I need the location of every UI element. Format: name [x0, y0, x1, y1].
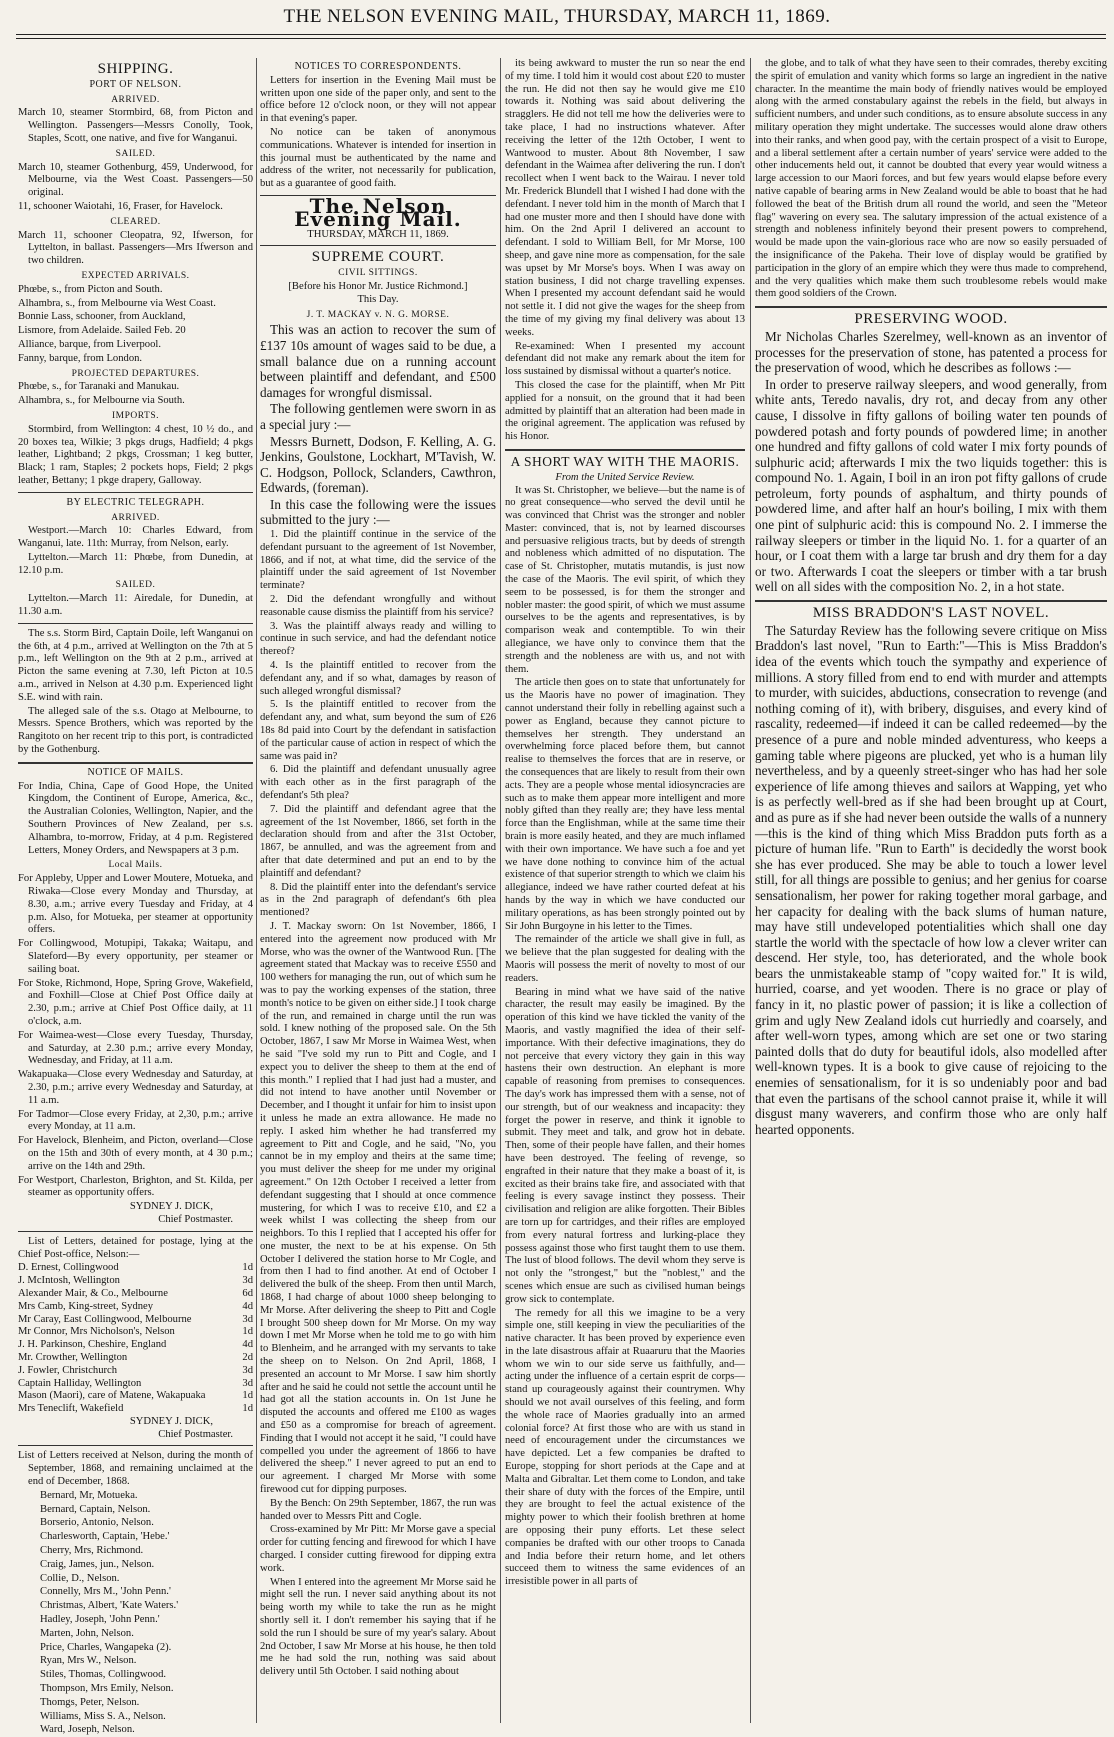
cleared-heading: CLEARED. [110, 216, 161, 227]
mails-heading: NOTICE OF MAILS. [87, 766, 184, 778]
letter-row [18, 1275, 253, 1288]
paragraph: Cross-examined by Mr Pitt: Mr Morse gave a special order for cutting fencing and firewood for which I have charged. I consider cutting firewood for dipping extra work. [260, 1524, 496, 1574]
divider [18, 1231, 253, 1232]
column-divider [750, 58, 751, 1723]
letter-addressee: Alexander Mair, & Co., Melbourne [18, 1287, 168, 1299]
paragraph: March 10, steamer Stormbird, 68, from Picton and Wellington. Passengers—Messrs Conolly, Took, Staples, Scott, one native, and five for Wanganui. [18, 107, 253, 144]
paragraph: Collie, D., Nelson. [40, 1572, 120, 1584]
paragraph: For Waimea-west—Close every Tuesday, Thursday, and Saturday, at 2.30 p.m.; arrive every Monday, Wednesday, and Friday, at 11 a.m. [18, 1029, 253, 1067]
letter-postage: 3d [242, 1275, 253, 1287]
issues-intro: In this case the following were the issues submitted to the jury :— [260, 496, 496, 528]
divider [260, 245, 496, 246]
paragraph: Williams, Miss S. A., Nelson. [40, 1710, 166, 1722]
postmaster-title: Chief Postmaster. [158, 1428, 233, 1440]
letter-row [18, 1352, 253, 1365]
paragraph: 6. Did the plaintiff and defendant unusually agree with each other as in the first paragraph of the defendant's 5th plea? [260, 764, 496, 801]
sailed-heading: SAILED. [115, 148, 156, 159]
letter-postage: 1d [242, 1262, 253, 1274]
wood-article [755, 329, 1107, 595]
imports-text: Stormbird, from Wellington: 4 chest, 10 ½ do., and 20 boxes tea, Wilkie; 3 pkgs drugs, Hadfield; 4 pkgs leather, Lightband; 2 pkgs, Crossman; 1 keg butter, Black; 1 ram, Staples; 2 pockets hops, Field; 2 pkgs leather, Bettany; 1 pkge drapery, Galloway. [18, 423, 253, 486]
overseas-mails-text: For India, China, Cape of Good Hope, the United Kingdom, the Continent of Europe, America, &c., the Australian Colonies, Wellington, Napier, and the Southern Provinces of New Zealand, per s.s. Alhambra, to-morrow, Friday, at 4 p.m. Registered Letters, Money Orders, and Newspapers at 3 p.m. [18, 780, 253, 856]
letter-addressee: Captain Halliday, Wellington [18, 1377, 142, 1389]
letter-postage: 6d [242, 1287, 253, 1299]
paragraph: Alhambra, s., for Melbourne via South. [18, 395, 185, 407]
port-heading: PORT OF NELSON. [89, 78, 182, 90]
imports-heading: IMPORTS. [112, 410, 159, 421]
paragraph: Price, Charles, Wangapeka (2). [40, 1641, 172, 1653]
divider [755, 306, 1107, 308]
paragraph: its being awkward to muster the run so near the end of my time. I told him it would cost about £20 to muster the run. He did not then say he would give me £10 towards it. Nothing was said about delivering the stragglers. He did not tell me how the deliveries were to take place, I had no instructions whatever. After receiving the letter of the 12th October, I went to Wantwood to muster. About 8th November, I saw defendant in the Waimea after delivering the run. I don't recollect when I went back to the Wairau. I never told Mr. Frederick Blundell that I wished I had done with the defendant. I never told him in the month of March that I had one muster more and then I should have done with him. On the 2nd April I delivered an account to defendant. I sold to William Bell, for Mr Morse, 100 sheep, and gave nine more as compensation, for the sale was upset by Mr Morse's boys. When I was away on station business, I did not charge travelling expenses. When I presented my account defendant said he would not settle it. I did not give the wages for the sheep from the time of my giving my final delivery was about 13 weeks. [505, 58, 745, 338]
otago-sale-paragraph: The alleged sale of the s.s. Otago at Melbourne, to Messrs. Spence Brothers, which was reported by the Rangitoto on her recent trip to this port, is contradicted by the Gothenburg. [18, 705, 253, 756]
projected-list [18, 381, 253, 408]
letter-addressee: Mr Caray, East Collingwood, Melbourne [18, 1313, 192, 1325]
paragraph: 5. Is the plaintiff entitled to recover from the defendant any, and what, sum beyond the sum of £26 18s 8d paid into Court by the defendant in satisfaction of the particular cause of action in respect of which the same was paid in? [260, 699, 496, 762]
paragraph: Borserio, Antonio, Nelson. [40, 1517, 154, 1529]
column-features [755, 58, 1107, 1723]
paragraph: Bernard, Captain, Nelson. [40, 1503, 151, 1515]
telegraph-heading: BY ELECTRIC TELEGRAPH. [66, 496, 205, 508]
letter-addressee: Mr Connor, Mrs Nicholson's, Nelson [18, 1326, 175, 1338]
letter-addressee: Mr. Crowther, Wellington [18, 1351, 128, 1363]
divider [505, 449, 745, 451]
paragraph: This closed the case for the plaintiff, when Mr Pitt applied for a nonsuit, on the ground that it had been admitted by plaintiff that an alteration had been made in the original agreement. The application was refused by his Honor. [505, 379, 745, 443]
letter-addressee: Mason (Maori), care of Matene, Wakapuaka [18, 1390, 206, 1402]
paragraph: The remainder of the article we shall give in full, as we believe that the plan suggested for dealing with the Maoris will possess the merit of novelty to most of our readers. [505, 934, 745, 984]
paragraph: The article then goes on to state that unfortunately for us the Maoris have no power of imagination. They cannot understand their folly in rebelling against such a power as England, because they cannot picture to themselves her strength. They understand an overwhelming force placed before them, but cannot realise to themselves the forces that are in reserve, or the consequences that are likely to result from their own acts. They are a people whose mental idiosyncracies are such as to make them appear more intelligent and more nobly gifted than they really are; they have less mental force than the Englishman, while at the same time their brain is more easily heated, and they are much inflamed with their own importance. We have such a foe and yet we have done nothing to convince him of the actual existence of that superior strength to which we claim his allegiance, indeed we have rather courted defeat at his hands by the way in which we have conducted our military operations, as has been strongly pointed out by Sir John Burgoyne in his letter to the Times. [505, 677, 745, 932]
tel-arrived-list [18, 525, 253, 577]
case-title: J. T. MACKAY v. N. G. MORSE. [306, 309, 450, 320]
notices-text: Letters for insertion in the Evening Mail must be written upon one side of the paper only, and sent to the office before 12 o'clock noon, or they will not appear in that evening's paper. [260, 74, 496, 125]
notices-heading: NOTICES TO CORRESPONDENTS. [294, 61, 462, 72]
paragraph: Ward, Joseph, Nelson. [40, 1724, 135, 1736]
court-continuation [505, 58, 745, 444]
divider [755, 600, 1107, 602]
paragraph: It was St. Christopher, we believe—but the name is of no great consequence—who served the devil until he was convinced that Christ was the stronger and nobler Master: convinced, that is, not by learned discourses and persuasive religious tracts, but by deeds of strength and nobleness which admitted of no disputation. The case of St. Christopher, mutatis mutandis, is just now the case of the Maoris. The evil spirit, of which they seem to be possessed, is for them the stronger and nobler master: the good spirit, of which we must assume ourselves to be the agents and representatives, is by comparison weak and contemptible. To win their allegiance, we have only to convince them that the strength and the nobleness are with us, and not with them. [505, 484, 745, 675]
lead-paragraph: This was an action to recover the sum of £137 10s amount of wages said to be due, a small balance due on a running account between plaintiff and defendant, and £500 damages for wrongful dismissal. [260, 322, 496, 400]
paragraph: Mr Nicholas Charles Szerelmey, well-known as an inventor of processes for the preservation of stone, has patented a process for the preservation of wood, which he describes as follows :— [755, 328, 1107, 376]
paragraph: 11, schooner Waiotahi, 16, Fraser, for Havelock. [18, 200, 223, 212]
masthead-rule [16, 34, 1106, 35]
arrived-list [18, 107, 253, 145]
paragraph: In order to preserve railway sleepers, and wood generally, from white ants, Teredo navalis, dry rot, and decay from any other cause, I dissolve in fifty gallons of boiling water ten pounds of powdered potash and forty pounds of powdered lime; in another one hundred and fifty gallons of cold water I mix forty pounds of sulphuric acid; afterwards I mix the two liquids together: this is compound No. 1. Again, I boil in an iron pot fifty gallons of crude petroleum, forty pounds of asphaltum, and thirty pounds of powdered lime, and after half an hour's boiling, I mix with them one pint of sulphuric acid: this is compound No. 2. I immerse the railway sleepers or timber in the liquid No. 1. for a quarter of an hour, or I coat them with a large tar brush and dry them for a day or two. Afterwards I coat the sleepers or timber with a tar brush well on all sides with the composition No. 2, in a hot state. [755, 376, 1107, 595]
lead-paragraph: The following gentlemen were sworn in as a special jury :— [260, 401, 496, 432]
paragraph: Lyttelton.—March 11: Phœbe, from Dunedin, at 12.10 p.m. [18, 551, 253, 576]
paragraph: Phœbe, s., for Taranaki and Manukau. [18, 381, 180, 393]
letter-postage: 4d [242, 1300, 253, 1312]
paragraph: For Havelock, Blenheim, and Picton, overland—Close on the 15th and 30th of every month, at 4 30 p.m.; arrive on the 14th and 29th. [18, 1135, 253, 1172]
letter-row [18, 1262, 253, 1275]
paragraph: 3. Was the plaintiff always ready and willing to continue in such service, and had the defendant notice thereof? [260, 620, 496, 658]
paragraph: When I entered into the agreement Mr Morse said he might sell the run. I never said anything about its not being worth my while to take the run as he might shortly sell it. I don't remember his saying that if he sold the run I should be sure of my year's salary. About 2nd October, I saw Mr Morse at his house, he then told me he had sold the run, nothing was said about delivery until 5th October. I said nothing about [260, 1576, 496, 1678]
letter-addressee: D. Ernest, Collingwood [18, 1262, 119, 1274]
paragraph: 1. Did the plaintiff continue in the service of the defendant pursuant to the agreement of 1st November, 1866, and if not, at what time, did the service of the plaintiff under the said agreement of 1st November terminate? [260, 529, 496, 592]
paragraph: 8. Did the plaintiff enter into the defendant's service as in the 2nd paragraph of defendant's 6th plea mentioned? [260, 881, 496, 919]
issues-list [260, 529, 496, 920]
paragraph: For Appleby, Upper and Lower Moutere, Motueka, and Riwaka—Close every Monday and Thursday, at 8.30, a.m.; arrive every Tuesday and Friday, at 4 p.m. Also, for Motueka, per steamer at opportunity offers. [18, 873, 253, 936]
detained-letters-list [18, 1262, 253, 1416]
evidence-text [260, 921, 496, 1679]
paragraph: Hadley, Joseph, 'John Penn.' [40, 1614, 160, 1626]
paragraph: Wakapuaka—Close every Wednesday and Saturday, at 2.30, p.m.; arrive every Wednesday and Saturday, at 11 a.m. [18, 1069, 253, 1106]
paragraph: Lyttelton.—March 11: Airedale, for Dunedin, at 11.30 a.m. [18, 593, 253, 618]
paragraph: 2. Did the defendant wrongfully and without reasonable cause dismiss the plaintiff from his service? [260, 594, 496, 618]
jury-list: Messrs Burnett, Dodson, F. Kelling, A. G. Jenkins, Goulstone, Lockhart, M'Tavish, W. C. Hodgson, Pollock, Sclanders, Cawthron, Edwards, (foreman). [260, 433, 496, 496]
column-divider [256, 58, 257, 1723]
letter-postage: 4d [242, 1339, 253, 1351]
paragraph: Westport.—March 10: Charles Edward, from Wanganui, late. 11th: Murray, from Nelson, early. [18, 525, 253, 550]
column-maoris [505, 58, 745, 1723]
novel-review: The Saturday Review has the following severe critique on Miss Braddon's last novel, "Run to Earth:"—This is Miss Braddon's idea of the events which touch the sympathy and experience of millions. A story filled from end to end with murder and attempts to murder, with suicides, abductions, consecration to revenge (and nothing coming of it), with bribery, disguises, and every kind of rascality, redeemed—if indeed it can be called redeemed—by the presence of a pure and noble minded adventuress, who keeps a gaming table where pigeons are plucked, yet who is a human lily nevertheless, and by a queenly street-singer who has had her sole experience of life among thieves and sailors at Wapping, yet who is as perfectly well-bred as if she had been brought up at Court, and as pure as if she had never been outside the walls of a nunnery—this is the kind of thing which Miss Braddon puts forth as a picture of human life. "Run to Earth" is decidedly the worst book she has ever produced. She may be able to touch a lower level still, for all things are possible to genius; and her genius for coarse sensationalism, her power for raking together moral garbage, and her capacity for dealing with the back slums of human nature, may have still undeveloped potentialities which shall one day startle the world with the spectacle of how low a clever writer can descend. Her style, too, has deteriorated, and the whole book bears the unmistakeable stamp of "copy waited for." It is wild, hurried, coarse, and yet wooden. There is no grace or play of fancy in it, no plastic power of passion; it is like a collection of grim and ugly New Zealand idols cut hurriedly and coarsely, and after well-worn types, among which are set one or two staring painted dolls that do duty for beautiful idols, also modelled after well-known types. It is a book to give cause of rejoicing to the enemies of sensationalism, for it is so undeniably poor and bad that even the partisans of the school cannot praise it, while it will disgust many waverers, and confirm those who are only half hearted opponents. [755, 622, 1107, 1137]
letter-addressee: J. H. Parkinson, Cheshire, England [18, 1339, 167, 1351]
letter-row [18, 1314, 253, 1327]
divider [18, 623, 253, 624]
paragraph: Connelly, Mrs M., 'John Penn.' [40, 1586, 171, 1598]
paragraph: Re-examined: When I presented my account defendant did not make any remark about the item for loss sustained by dismissal without a quarter's notice. [505, 340, 745, 378]
letter-addressee: Mrs Camb, King-street, Sydney [18, 1300, 154, 1312]
paragraph: Stiles, Thomas, Collingwood. [40, 1669, 167, 1681]
letter-row [18, 1339, 253, 1352]
unclaimed-letters-list [18, 1490, 253, 1737]
paragraph: Bernard, Mr, Motueka. [40, 1489, 138, 1501]
paragraph: For Westport, Charleston, Brighton, and St. Kilda, per steamer as opportunity offers. [18, 1174, 253, 1199]
divider [18, 1445, 253, 1446]
wood-heading: PRESERVING WOOD. [854, 311, 1008, 328]
court-heading: SUPREME COURT. [311, 249, 445, 266]
issue-date: THURSDAY, MARCH 11, 1869. [307, 228, 449, 240]
paragraph: Charlesworth, Captain, 'Hebe.' [40, 1531, 170, 1543]
paragraph: Thomgs, Peter, Nelson. [40, 1696, 140, 1708]
paragraph: Alhambra, s., from Melbourne via West Coast. [18, 297, 216, 309]
paragraph: Marten, John, Nelson. [40, 1627, 134, 1639]
tel-sailed-list [18, 593, 253, 619]
notices-text: No notice can be taken of anonymous communications. Whatever is intended for insertion in this journal must be authenticated by the name and address of the writer, not necessarily for publication, but as a guarantee of good faith. [260, 126, 496, 190]
paragraph: Lismore, from Adelaide. Sailed Feb. 20 [18, 325, 186, 337]
letter-postage: 1d [242, 1390, 253, 1402]
paragraph: Phœbe, s., from Picton and South. [18, 283, 163, 295]
letter-postage: 1d [242, 1326, 253, 1338]
local-mails-list [18, 873, 253, 1200]
letter-addressee: J. McIntosh, Wellington [18, 1275, 120, 1287]
letter-row [18, 1288, 253, 1301]
projected-heading: PROJECTED DEPARTURES. [71, 368, 200, 379]
maoris-heading: A SHORT WAY WITH THE MAORIS. [510, 453, 740, 469]
letter-postage: 3d [242, 1364, 253, 1376]
letter-row [18, 1326, 253, 1339]
maoris-article-end: the globe, and to talk of what they have seen to their comrades, thereby exciting the spirit of emulation and vanity which forms so large an ingredient in the native character. In the meantime the main body of friendly natives would be employed along with the armed constabulary against the rebels in the field, but always in sufficient numbers, and under such conditions, as to ensure absolute success in any military operation they might undertake. The successes would alone draw others into their ranks, and when good pay, with the certain prospect of a visit to Europe, and a liberal settlement after a certain number of years' service were added to the other inducements held out, it cannot be doubted that every year would witness a large accession to our Maori forces, and but few years would elapse before every native capable of bearing arms in New Zealand would be able to boast that he had followed the beat of the British drum all round the world, and seen the "Meteor flag" wavering on every sea. The salutary impression of the actual existence of a strength and nobleness infinitely beyond their present powers to comprehend, would be made upon the vain-glorious race who are now so easily persuaded of the insignificance of the Pakeha. Their love of display would be gratified by participation in the glory of an empire which they were thus made to comprehend, and the very qualities which make them such troublesome rebels would make them good soldiers of the Crown. [755, 58, 1107, 300]
local-mails-heading: Local Mails. [108, 860, 163, 871]
paragraph: For Stoke, Richmond, Hope, Spring Grove, Wakefield, and Foxhill—Close at Chief Post Office daily at 2.30, p.m.; arrive at Chief Post Office daily, at 11 o'clock, a.m. [18, 977, 253, 1027]
paragraph: Thompson, Mrs Emily, Nelson. [40, 1683, 174, 1695]
maoris-source: From the United Service Review. [555, 471, 695, 483]
paragraph: J. T. Mackay sworn: On 1st November, 1866, I entered into the agreement now produced with Mr Morse, who was the owner of the Wantwood Run. [The agreement stated that Mackay was to receive £550 and 100 wethers for managing the run, out of which sum he was to pay the working expenses of the station, three month's notice to be given on either side.] I took charge of the run, and remained in charge until the run was sold. I knew nothing of the proposed sale. On the 5th October, 1867, I saw Mr Morse in Waimea West, when he said "I've sold my run to Pitt and Cogle, and I expect you to deliver the sheep to them at the end of this month." I replied that I had just had a muster, and did not intend to have another until November or December, and I thought it unfair for him to insist upon it unless he made an extra allowance. He made no reply. I asked him whether he had transferred my agreement to Pitt and Cogle, and he said, "No, you cannot be in my employ and theirs at the same time; you must deliver the sheep for me under my original agreement." On 12th October I received a letter from defendant suggesting that I should at once commence mustering, for which I was to receive £10, and £2 a week whilst I was collecting the sheep from our neighbors. To this I replied that I accepted his offer for one muster, the next to be at his expense. On 5th October I delivered the station horse to Mr Cogle, and from then I had to find another. At end of October I delivered the bulk of the sheep. From then until March, 1868, I had charge of about 1000 sheep belonging to Mr Morse. After delivering the sheep to Pitt and Cogle I brought 500 sheep down for Mr Morse. On my way down I met Mr Morse when he told me to go with him to Blenheim, and he arranged with my servants to take the sheep on to Nelson. On 2nd April, 1868, I presented an account to Mr Morse. I saw him shortly after and he said he could not settle the account until he had got all the station accounts in. On 1st June he disputed the accounts and offered me £100 as wages and £50 as a compromise for breach of agreement. Finding that I would not accept it he said, "I could have compelled you under the agreement of 1866 to have delivered the sheep." I never agreed to put an end to our agreement. I charged Mr Morse with some firewood cut for dipping purposes. [260, 920, 496, 1496]
paragraph: For Tadmor—Close every Friday, at 2,30, p.m.; arrive every Monday, at 11 a.m. [18, 1108, 253, 1133]
column-shipping [18, 58, 253, 1736]
letter-postage: 2d [242, 1351, 253, 1363]
paragraph: The remedy for all this we imagine to be a very simple one, still keeping in view the peculiarities of the native character. It has been proved by experience even in the late disastrous affair at Ruaaruru that the Maories whom we win to our side serve us faithfully, and—acting under the influence of a certain esprit de corps—stand up courageously against their countrymen. Why should we not avail ourselves of this feeling, and form the whole race of Maories gradually into an armed colonial force? At first those who are with us stand in need of encouragement under the circumstances we have depicted. Let a few companies be drafted to Europe, stopping for short periods at the Cape and at Malta and Gibraltar. Let them come to London, and take their share of duty with the forces of the Empire, until they are brought to feel the actual existence of the mighty power to which their foolish brethren at home are opposing their puny efforts. Let these select companies be drafted with our other troops to Canada and India before their return home, and let others succeed them to witness the same evidences of an irresistible power in all parts of [505, 1307, 745, 1588]
letter-addressee: Mrs Teneclift, Wakefield [18, 1403, 124, 1415]
sailed-list [18, 162, 253, 214]
newspaper-flag: The Nelson Evening Mail. [294, 193, 462, 231]
letter-row [18, 1390, 253, 1403]
detained-letters-intro: List of Letters, detained for postage, lying at the Chief Post-office, Nelson:— [18, 1235, 253, 1260]
paragraph: Alliance, barque, from Liverpool. [18, 338, 161, 350]
paragraph: March 10, steamer Gothenburg, 459, Underwood, for Melbourne, via the West Coast. Passengers—50 original. [18, 161, 253, 199]
letter-row [18, 1403, 253, 1416]
maoris-article [505, 485, 745, 1590]
shipping-heading: SHIPPING. [97, 61, 174, 77]
paragraph: Cherry, Mrs, Richmond. [40, 1545, 144, 1557]
tel-sailed-heading: SAILED. [115, 580, 156, 591]
letter-addressee: J. Fowler, Christchurch [18, 1364, 118, 1376]
column-court [260, 58, 496, 1723]
storm-bird-paragraph: The s.s. Storm Bird, Captain Doile, left Wanganui on the 6th, at 4 p.m., arrived at Wellington on the 7th at 5 p.m., left Wellington on the 9th at 2 p.m., arrived at Picton the same evening at 7.30, left Picton at 10.5 a.m., arrived in Nelson at 4.30 p.m. Experienced light S.E. wind with rain. [18, 627, 253, 703]
arrived-heading: ARRIVED. [111, 94, 160, 105]
paragraph: By the Bench: On 29th September, 1867, the run was handed over to Messrs Pitt and Cogle. [260, 1497, 496, 1522]
paragraph: 7. Did the plaintiff and defendant agree that the agreement of the 1st November, 1866, set forth in the declaration should from and after the 31st October, 1867, be annulled, and was the agreement from and after that date determined and put an end to by the plaintiff and defendant? [260, 803, 496, 879]
letter-row [18, 1378, 253, 1391]
paragraph: Bonnie Lass, schooner, from Auckland, [18, 311, 186, 323]
postmaster-title: Chief Postmaster. [158, 1213, 233, 1225]
paragraph: Fanny, barque, from London. [18, 352, 143, 364]
cleared-list [18, 230, 253, 268]
unclaimed-letters-intro: List of Letters received at Nelson, during the month of September, 1868, and remaining unclaimed at the end of December, 1868. [18, 1450, 253, 1488]
masthead-rule-thin [16, 38, 1106, 39]
expected-list [18, 284, 253, 366]
letter-row [18, 1301, 253, 1314]
postmaster-signature: SYDNEY J. DICK, [129, 1415, 213, 1427]
masthead: THE NELSON EVENING MAIL, THURSDAY, MARCH 11, 1869. [283, 6, 831, 27]
paragraph: Christmas, Albert, 'Kate Waters.' [40, 1600, 179, 1612]
paragraph: 4. Is the plaintiff entitled to recover from the defendant any, and if so what, damages by reason of such alleged wrongful dismissal? [260, 660, 496, 697]
divider [18, 492, 253, 493]
letter-postage: 1d [242, 1403, 253, 1415]
letter-row [18, 1365, 253, 1378]
paragraph: March 11, schooner Cleopatra, 92, Ifwerson, for Lyttelton, in ballast. Passengers—Mrs Ifwerson and two children. [18, 229, 253, 267]
novel-heading: MISS BRADDON'S LAST NOVEL. [812, 605, 1050, 622]
divider [18, 762, 253, 764]
letter-postage: 3d [242, 1313, 253, 1325]
letter-postage: 3d [242, 1377, 253, 1389]
judge-line: [Before his Honor Mr. Justice Richmond.] [288, 280, 468, 292]
postmaster-signature: SYDNEY J. DICK, [129, 1201, 213, 1213]
expected-heading: EXPECTED ARRIVALS. [81, 270, 190, 281]
paragraph: Craig, James, jun., Nelson. [40, 1558, 155, 1570]
sittings-heading: CIVIL SITTINGS. [338, 268, 418, 279]
tel-arrived-heading: ARRIVED. [111, 512, 160, 523]
paragraph: Bearing in mind what we have said of the native character, the result may easily be imagined. By the operation of this kind we have tickled the vanity of the Maoris, and vastly magnified the idea of their self-importance. With their defective imaginations, they do not perceive that every victory they gain in this way hastens their own destruction. An elephant is more capable of reasoning from premises to consequences. The day's work has impressed them with a sense, not of our strength, but of our weakness and incapacity: they forget the power in reserve, and think it ignoble to submit. They meet and talk, and grow hot in debate. Then, some of their people have fallen, and their homes have been destroyed. The feeling of revenge, so engrafted in their nature that they make a boast of it, is excited as their brains take fire, and associated with that feeling is every savage instinct they possess. Their civilisation and religion are alike forgotten. Their Bibles are torn up for cartridges, and their rifles are employed from every natural fortress and lurking-place they possess against those who first taught them to use them. The lust of blood follows. The devil whom they serve is not only the "strongest," but the "noblest," and the scenes which ensue are such as civilised human beings grow sick to contemplate. [505, 986, 745, 1305]
this-day-line: This Day. [357, 293, 399, 305]
paragraph: For Collingwood, Motupipi, Takaka; Waitapu, and Slateford—By every opportunity, per steamer or sailing boat. [18, 938, 253, 975]
column-divider [500, 58, 501, 1723]
paragraph: Ryan, Mrs W., Nelson. [40, 1655, 137, 1667]
